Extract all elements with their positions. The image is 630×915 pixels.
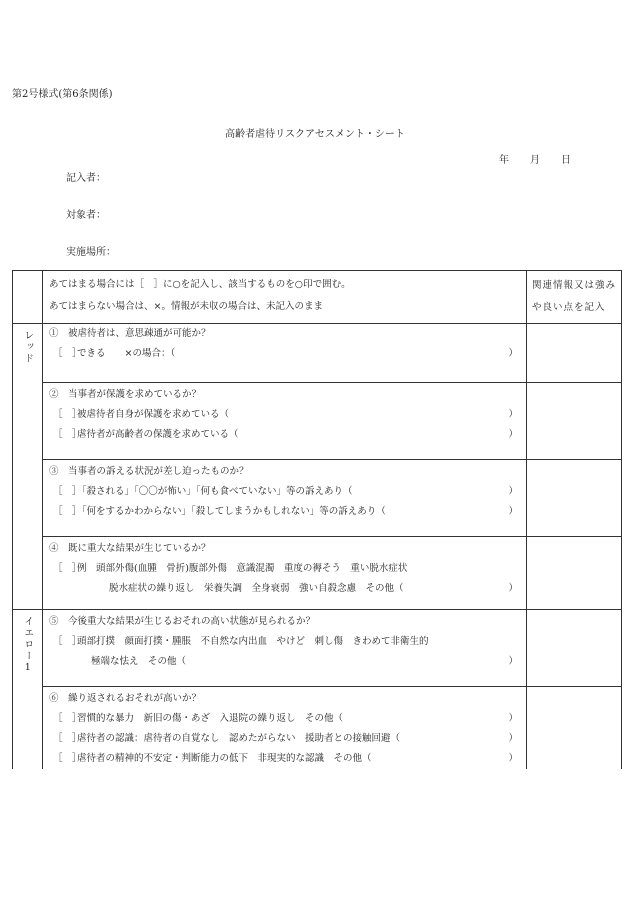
checkbox-bracket[interactable]: ［ ］ xyxy=(53,733,82,744)
question-1-title: ① 被虐待者は、意思疎通が可能か？ xyxy=(49,328,211,339)
related-info-cell-5[interactable] xyxy=(527,610,622,687)
instruction-line-1: あてはまる場合には［ ］に○を記入し、該当するものを○印で囲む。 xyxy=(49,279,351,290)
related-info-cell-1[interactable] xyxy=(527,324,622,383)
question-row-5 xyxy=(13,610,622,687)
question-row-4 xyxy=(13,537,622,610)
assessment-table xyxy=(12,270,622,769)
checkbox-bracket[interactable]: ［ ］ xyxy=(53,636,82,647)
subject-field[interactable]: 対象者： xyxy=(66,210,106,221)
related-info-cell-4[interactable] xyxy=(527,537,622,610)
question-6-title: ⑥ 繰り返されるおそれが高いか？ xyxy=(49,693,202,704)
checkbox-bracket[interactable]: ［ ］ xyxy=(53,506,82,517)
question-2-title: ② 当事者が保護を求めているか？ xyxy=(49,389,202,400)
question-4-title: ④ 既に重大な結果が生じているか？ xyxy=(49,543,211,554)
header-corner-cell xyxy=(13,271,43,324)
checkbox-bracket[interactable]: ［ ］ xyxy=(53,486,82,497)
location-field[interactable]: 実施場所： xyxy=(66,247,116,258)
question-5-title: ⑤ 今後重大な結果が生じるおそれの高い状態が見られるか？ xyxy=(49,616,316,627)
category-yellow-1: イエロー1 xyxy=(13,610,43,770)
question-1-option: ［ ］できる ×の場合：（ ） xyxy=(43,344,526,364)
instruction-line-2: あてはまらない場合は、×。情報が未収の場合は、未記入のまま xyxy=(49,301,323,312)
related-info-cell-3[interactable] xyxy=(527,460,622,537)
question-row-3 xyxy=(13,460,622,537)
instruction-cell xyxy=(43,271,527,324)
date-month-label: 月 xyxy=(530,155,540,166)
question-5-option-1: ［ ］頭部打撲 顔面打撲・腫脹 不自然な内出血 やけど 刺し傷 きわめて非衛生的 xyxy=(43,632,526,652)
question-3-title: ③ 当事者の訴える状況が差し迫ったものか？ xyxy=(49,466,249,477)
question-row-2 xyxy=(13,383,622,460)
form-number: 第2号様式(第6条関係) xyxy=(12,89,113,100)
question-2-option-1: ［ ］被虐待者自身が保護を求めている（ ） xyxy=(43,405,526,425)
question-3-option-2: ［ ］「何をするかわからない」「殺してしまうかもしれない」等の訴えあり（ ） xyxy=(43,502,526,522)
header-row xyxy=(13,271,622,324)
checkbox-bracket[interactable]: ［ ］ xyxy=(53,713,82,724)
related-info-cell-2[interactable] xyxy=(527,383,622,460)
question-4-option-1: ［ ］例 頭部外傷(血腫 骨折)腹部外傷 意識混濁 重度の褥そう 重い脱水症状 xyxy=(43,559,526,579)
category-red: レッド xyxy=(13,324,43,610)
page-title: 高齢者虐待リスクアセスメント・シート xyxy=(225,129,405,140)
question-2-option-2: ［ ］虐待者が高齢者の保護を求めている（ ） xyxy=(43,425,526,445)
date-day-label: 日 xyxy=(561,155,571,166)
related-info-cell-6[interactable] xyxy=(527,687,622,770)
question-6-option-2: ［ ］虐待者の認識：虐待者の自覚なし 認めたがらない 援助者との接触回避（ ） xyxy=(43,729,526,749)
question-4-option-1-cont: 脱水症状の繰り返し 栄養失調 全身衰弱 強い自殺念慮 その他（ ） xyxy=(109,583,518,594)
question-5-option-1-cont: 極端な怯え その他（ ） xyxy=(91,656,518,667)
question-3-option-1: ［ ］「殺される」「〇〇が怖い」「何も食べていない」等の訴えあり（ ） xyxy=(43,482,526,502)
recorder-field[interactable]: 記入者： xyxy=(66,173,106,184)
checkbox-bracket[interactable]: ［ ］ xyxy=(53,429,82,440)
checkbox-bracket[interactable]: ［ ］ xyxy=(53,348,82,359)
question-row-1 xyxy=(13,324,622,383)
checkbox-bracket[interactable]: ［ ］ xyxy=(53,563,82,574)
related-info-header: 関連情報又は強みや良い点を記入 xyxy=(527,271,622,324)
checkbox-bracket[interactable]: ［ ］ xyxy=(53,409,82,420)
checkbox-bracket[interactable]: ［ ］ xyxy=(53,753,82,764)
question-row-6 xyxy=(13,687,622,770)
question-6-option-3: ［ ］虐待者の精神的不安定・判断能力の低下 非現実的な認識 その他（ ） xyxy=(43,749,526,769)
question-6-option-1: ［ ］習慣的な暴力 新旧の傷・あざ 入退院の繰り返し その他（ ） xyxy=(43,709,526,729)
date-year-label: 年 xyxy=(499,155,509,166)
